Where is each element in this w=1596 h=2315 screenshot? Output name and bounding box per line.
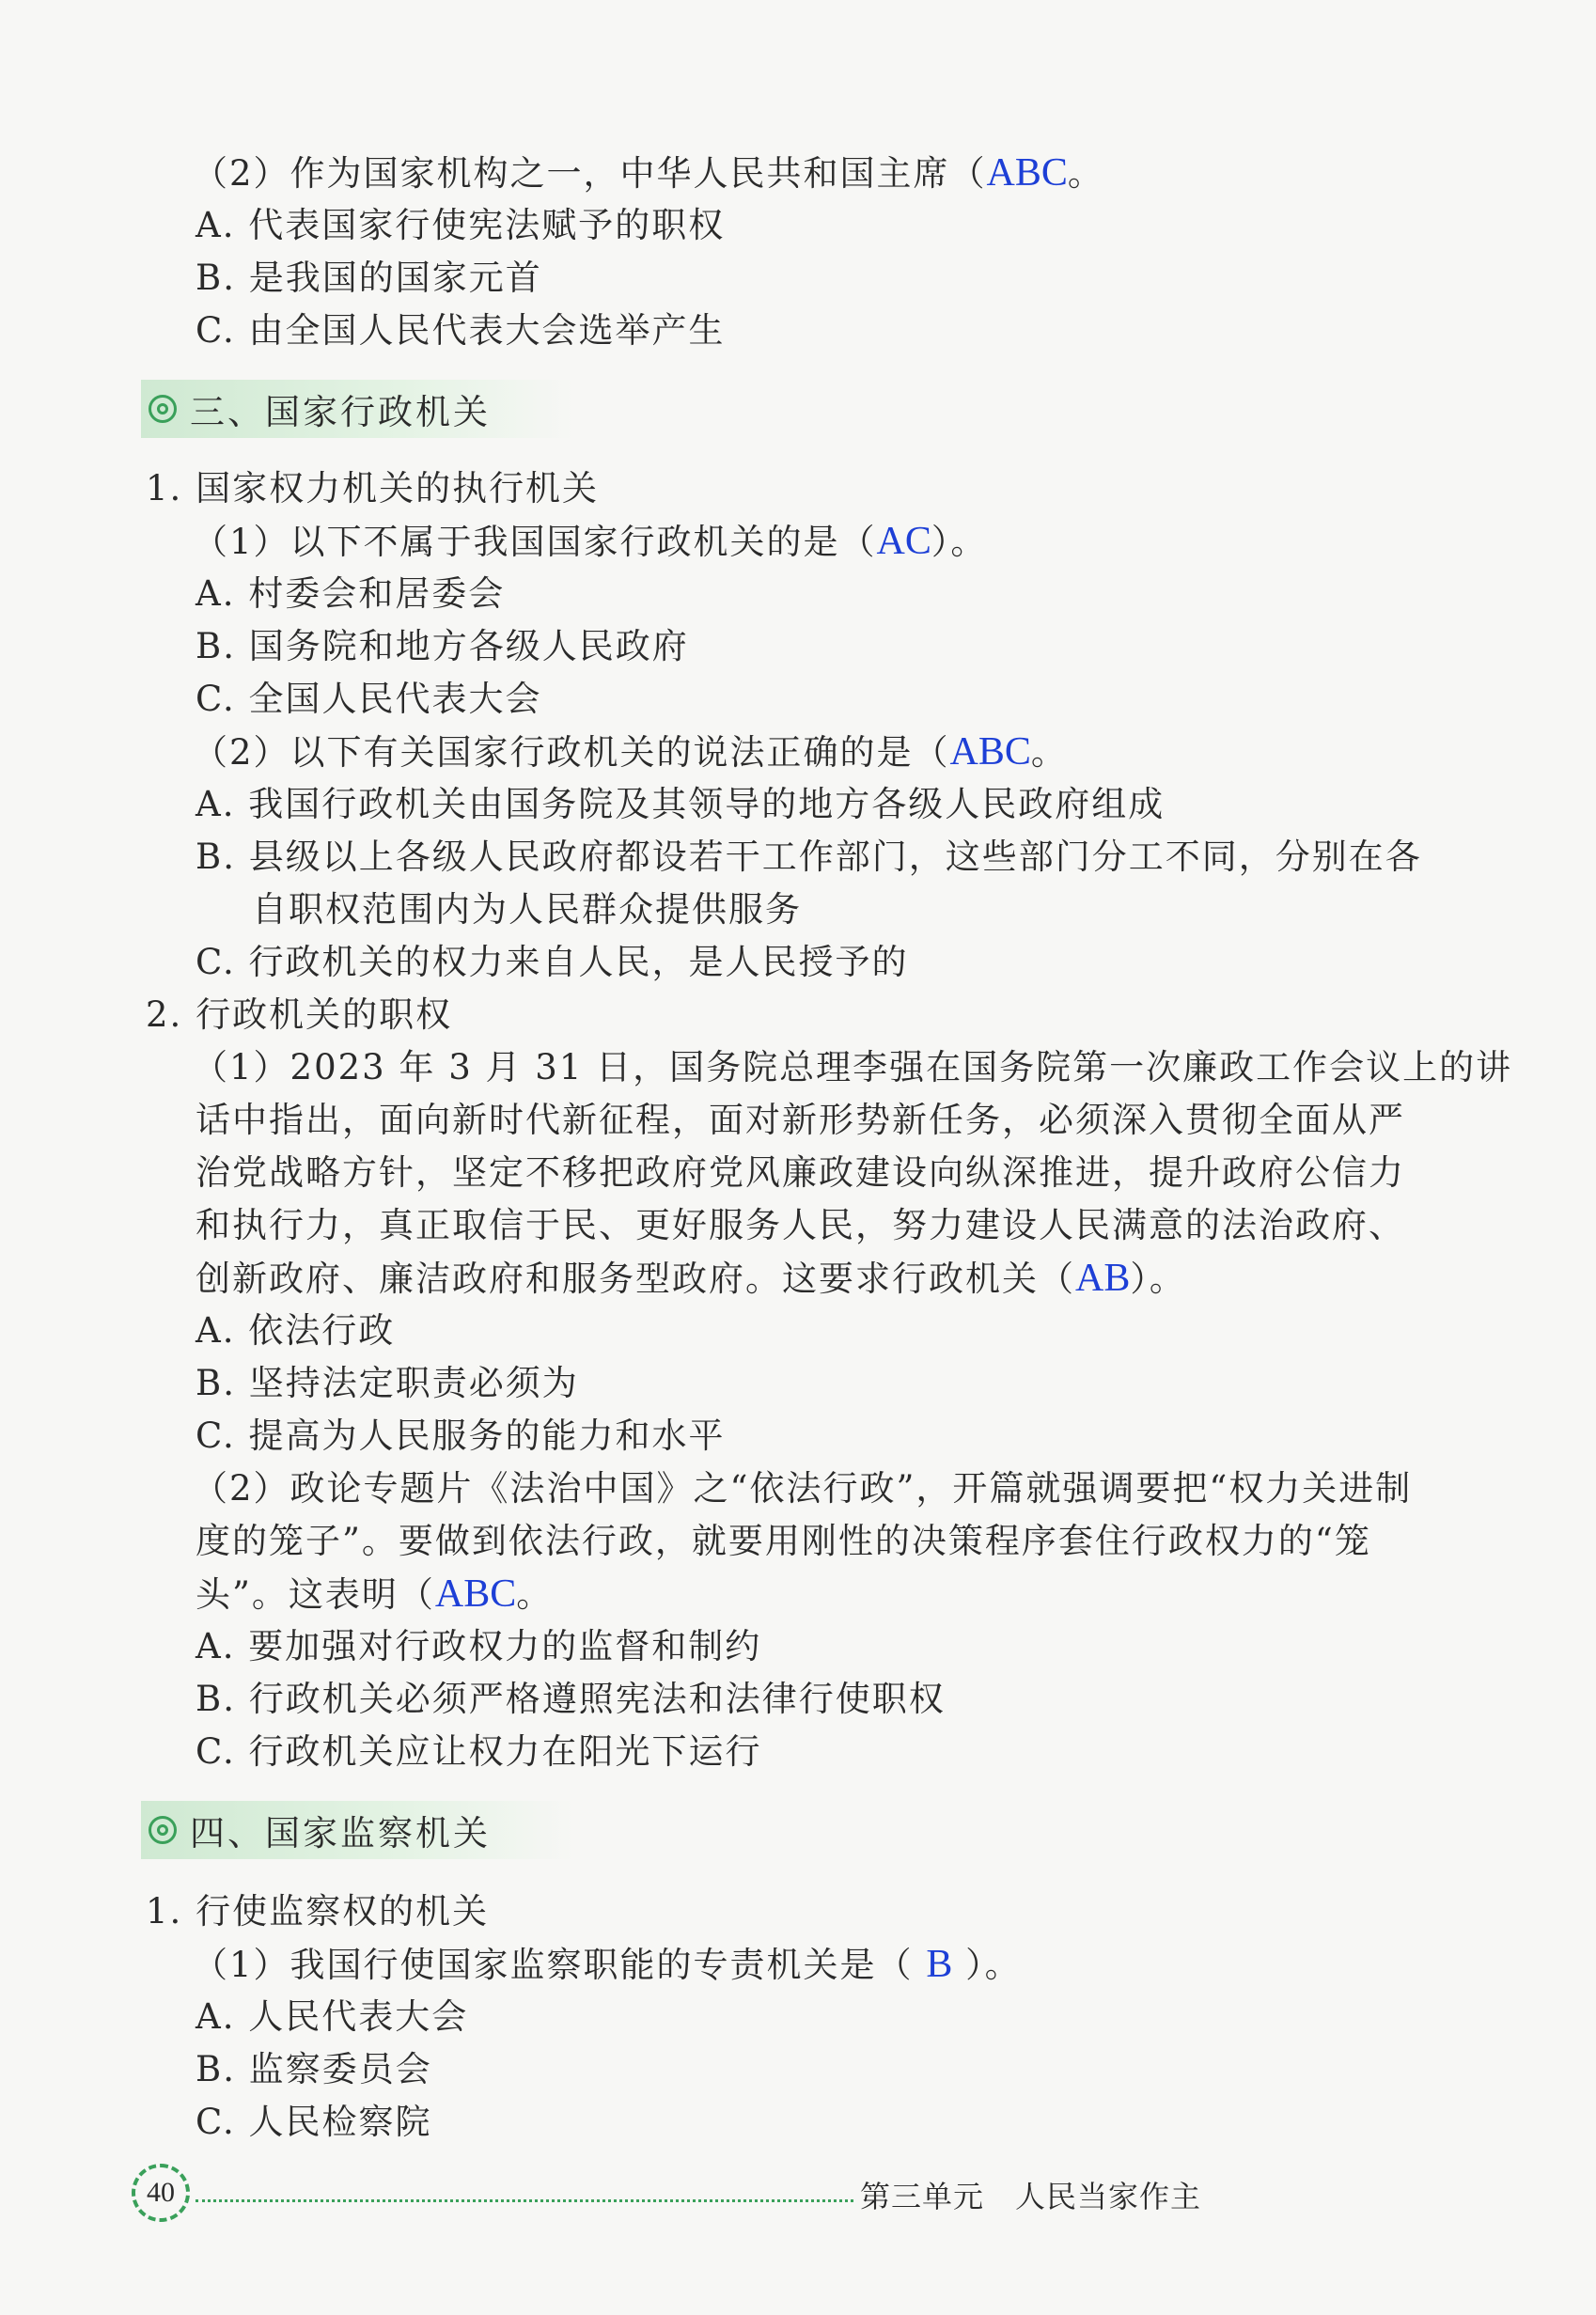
option-a: A. 依法行政	[196, 1310, 396, 1351]
option-a: A. 人民代表大会	[196, 1996, 469, 2037]
item-heading: 2. 行政机关的职权	[146, 994, 453, 1035]
option-b: B. 坚持法定职责必须为	[196, 1363, 579, 1403]
answer-text: ABC	[434, 1572, 517, 1616]
question-line: （2）作为国家机构之一，中华人民共和国主席（ABC。	[193, 151, 1104, 195]
section-title: 三、国家行政机关	[190, 392, 491, 432]
paragraph-line: （2）政论专题片《法治中国》之“依法行政”，开篇就强调要把“权力关进制	[193, 1468, 1413, 1509]
question-line: （1）以下不属于我国国家行政机关的是（AC）。	[193, 520, 988, 563]
question-line: （2）以下有关国家行政机关的说法正确的是（ABC。	[193, 730, 1068, 774]
option-a: A. 要加强对行政权力的监督和制约	[196, 1626, 762, 1666]
paragraph-line: 和执行力，真正取信于民、更好服务人民，努力建设人民满意的法治政府、	[196, 1205, 1405, 1245]
bullseye-icon	[149, 1816, 177, 1844]
unit-title: 第三单元 人民当家作主	[860, 2179, 1202, 2214]
option-c: C. 提高为人民服务的能力和水平	[196, 1416, 726, 1456]
option-b: B. 行政机关必须严格遵照宪法和法律行使职权	[196, 1679, 946, 1719]
option-a: A. 代表国家行使宪法赋予的职权	[196, 205, 726, 245]
option-c: C. 人民检察院	[196, 2102, 432, 2142]
section-heading	[141, 1801, 573, 1859]
section-heading	[141, 380, 573, 438]
option-c: C. 由全国人民代表大会选举产生	[196, 310, 726, 351]
option-b: B. 县级以上各级人民政府都设若干工作部门，这些部门分工不同，分别在各	[196, 837, 1422, 877]
option-a: A. 村委会和居委会	[196, 573, 506, 614]
option-b: B. 监察委员会	[196, 2049, 432, 2089]
item-heading: 1. 国家权力机关的执行机关	[146, 468, 600, 508]
paragraph-line: 话中指出，面向新时代新征程，面对新形势新任务，必须深入贯彻全面从严	[196, 1100, 1405, 1140]
option-a: A. 我国行政机关由国务院及其领导的地方各级人民政府组成	[196, 784, 1166, 824]
answer-text: B	[926, 1943, 953, 1986]
option-b: B. 国务院和地方各级人民政府	[196, 626, 689, 666]
paragraph-line: 治党战略方针，坚定不移把政府党风廉政建设向纵深推进，提升政府公信力	[196, 1152, 1405, 1193]
page-number: 40	[132, 2164, 190, 2222]
question-line: （1）我国行使国家监察职能的专责机关是（ B ）。	[193, 1943, 1022, 1986]
question-line: 创新政府、廉洁政府和服务型政府。这要求行政机关（AB）。	[196, 1257, 1186, 1300]
page-footer	[132, 2162, 1202, 2228]
answer-text: AB	[1075, 1257, 1131, 1300]
answer-text: ABC	[986, 151, 1068, 195]
option-c: C. 全国人民代表大会	[196, 679, 542, 719]
option-c: C. 行政机关应让权力在阳光下运行	[196, 1731, 762, 1772]
option-c: C. 行政机关的权力来自人民，是人民授予的	[196, 942, 909, 982]
option-b-continued: 自职权范围内为人民群众提供服务	[252, 889, 802, 930]
answer-text: AC	[876, 520, 931, 563]
section-title: 四、国家监察机关	[190, 1813, 491, 1854]
bullseye-icon	[149, 395, 177, 423]
item-heading: 1. 行使监察权的机关	[146, 1891, 490, 1932]
dotted-divider	[196, 2199, 853, 2202]
option-b: B. 是我国的国家元首	[196, 258, 542, 298]
paragraph-line: （1）2023 年 3 月 31 日，国务院总理李强在国务院第一次廉政工作会议上的讲	[193, 1047, 1513, 1087]
answer-text: ABC	[949, 730, 1031, 774]
paragraph-line: 度的笼子”。要做到依法行政，就要用刚性的决策程序套住行政权力的“笼	[196, 1521, 1371, 1561]
question-line: 头”。这表明（ABC。	[196, 1572, 554, 1616]
